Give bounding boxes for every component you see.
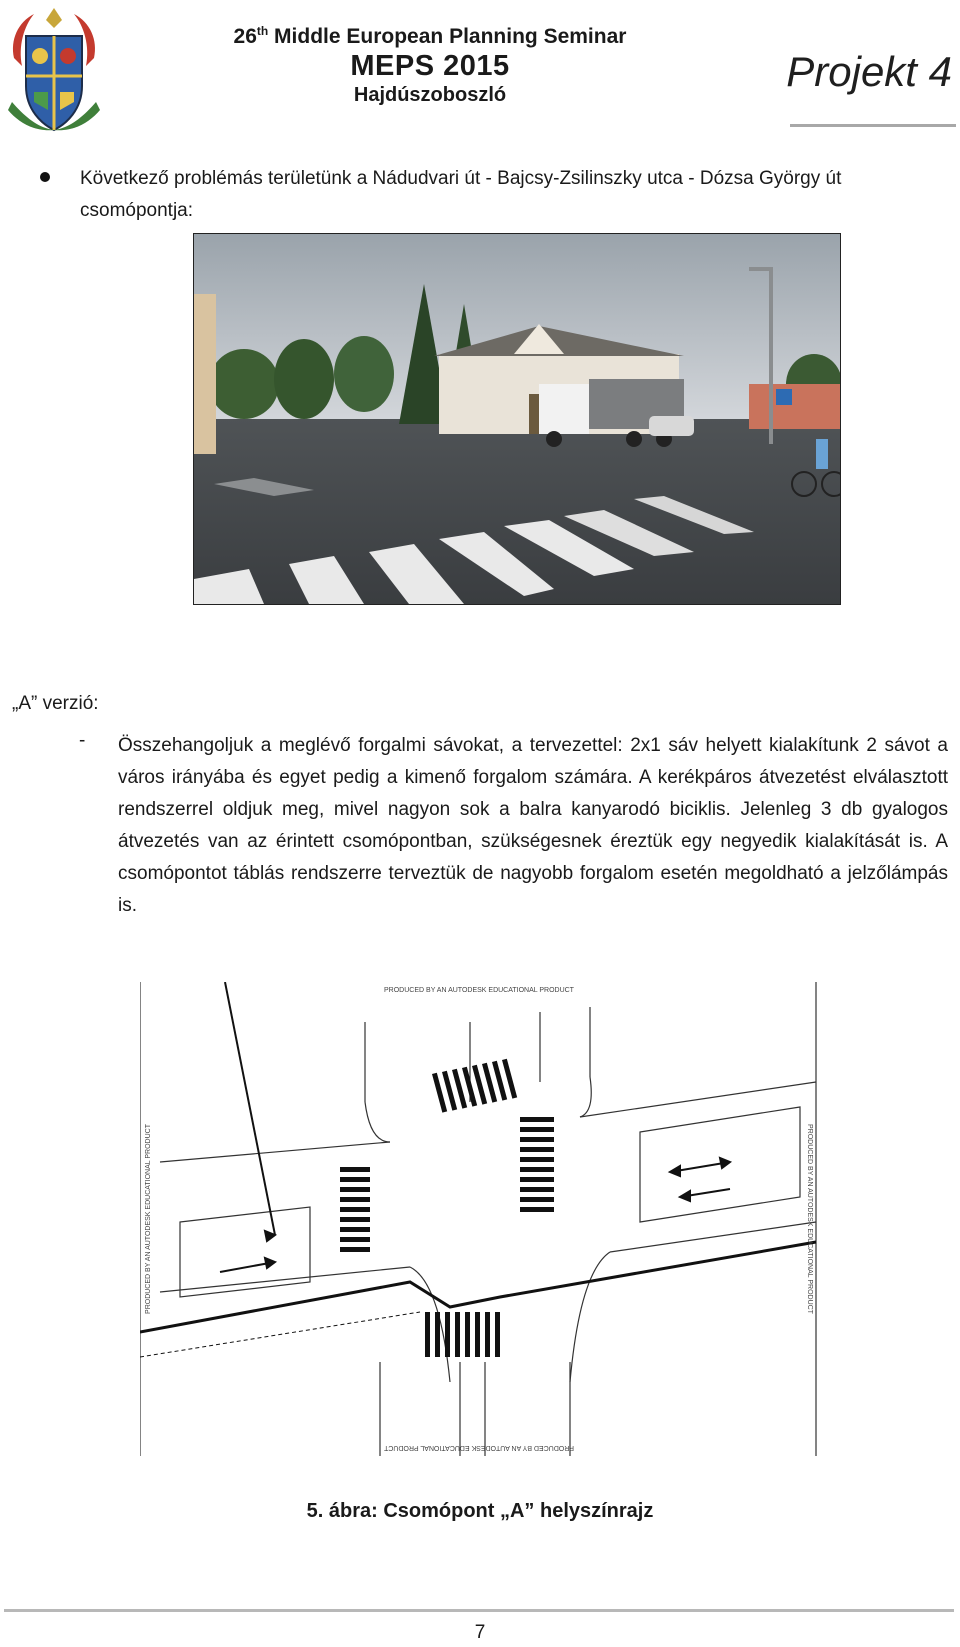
seminar-title: 26th Middle European Planning Seminar (233, 24, 627, 48)
footer-divider (4, 1609, 954, 1612)
intersection-photo (193, 233, 841, 605)
plan-watermark-bottom: PRODUCED BY AN AUTODESK EDUCATIONAL PRODUCT (384, 1444, 574, 1451)
page-number: 7 (474, 1622, 486, 1643)
seminar-acronym: MEPS 2015 (350, 50, 510, 82)
figure-caption: 5. ábra: Csomópont „A” helyszínrajz (306, 1500, 654, 1522)
version-heading: „A” verzió: (12, 693, 99, 714)
seminar-location: Hajdúszoboszló (353, 84, 507, 106)
plan-watermark-top: PRODUCED BY AN AUTODESK EDUCATIONAL PRODUCT (384, 987, 574, 994)
project-title: Projekt 4 (786, 48, 952, 95)
plan-watermark-right: PRODUCED BY AN AUTODESK EDUCATIONAL PRODUCT (806, 1124, 813, 1314)
header-divider (790, 124, 956, 127)
list-dash: - (79, 730, 86, 751)
seminar-heading (200, 18, 660, 108)
coat-of-arms-logo (4, 6, 104, 134)
intro-paragraph: Következő problémás területünk a Nádudvari út - Bajcsy-Zsilinszky utca - Dózsa György út csomópontja: (80, 168, 842, 221)
plan-watermark-left: PRODUCED BY AN AUTODESK EDUCATIONAL PRODUCT (145, 1124, 152, 1314)
version-description: Összehangoljuk a meglévő forgalmi sávokat, a tervezettel: 2x1 sáv helyett kialakítunk 2 sávot a város irányába és egyet pedig a kimenő forgalom számára. A kerékpáros átvezetést elválasztott rendszerrel oldjuk meg, mivel nagyon sok a balra kanyarodó biciklis. Jelenleg 3 db gyalogos átvezetés van az érintett csomópontban, szükségesnek éreztük egy negyedik kialakítását is. A csomópontot táblás rendszerre terveztük de nagyobb forgalom esetén megoldható a jelzőlámpás is. (118, 735, 948, 916)
bullet-icon (40, 172, 50, 182)
site-plan-drawing (140, 982, 818, 1456)
